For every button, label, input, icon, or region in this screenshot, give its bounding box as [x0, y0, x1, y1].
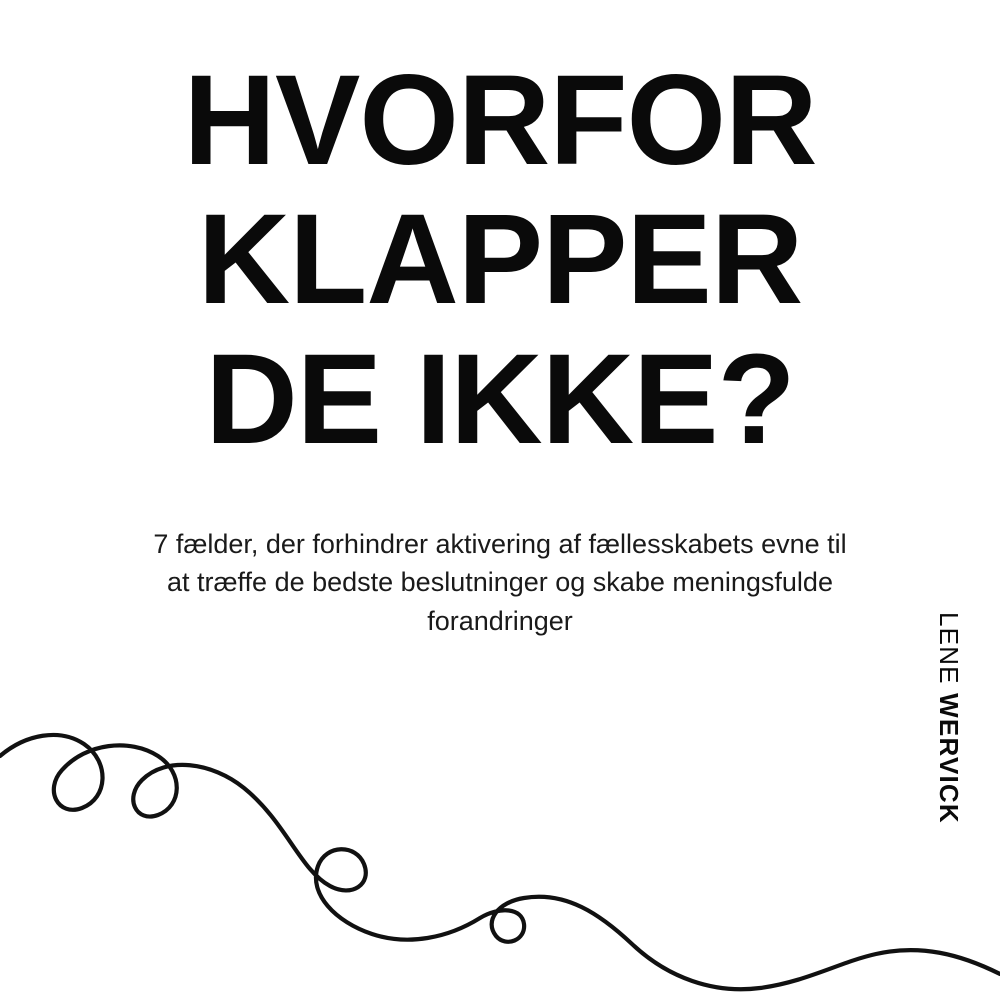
cover-title — [0, 49, 1000, 471]
cover-subtitle: 7 fælder, der forhindrer aktivering af fællesskabets evne til at træffe de bedste beslutninger og skabe meningsfulde forandringer — [153, 529, 847, 636]
author-name — [933, 612, 964, 824]
author-last-name: WERVICK — [934, 693, 964, 824]
title-line-3: DE IKKE? — [205, 327, 795, 471]
title-line-1: HVORFOR — [183, 49, 817, 192]
title-line-2: KLAPPER — [197, 188, 803, 332]
squiggle-decoration-icon — [0, 670, 1000, 1000]
author-first-name: LENE — [934, 612, 964, 685]
